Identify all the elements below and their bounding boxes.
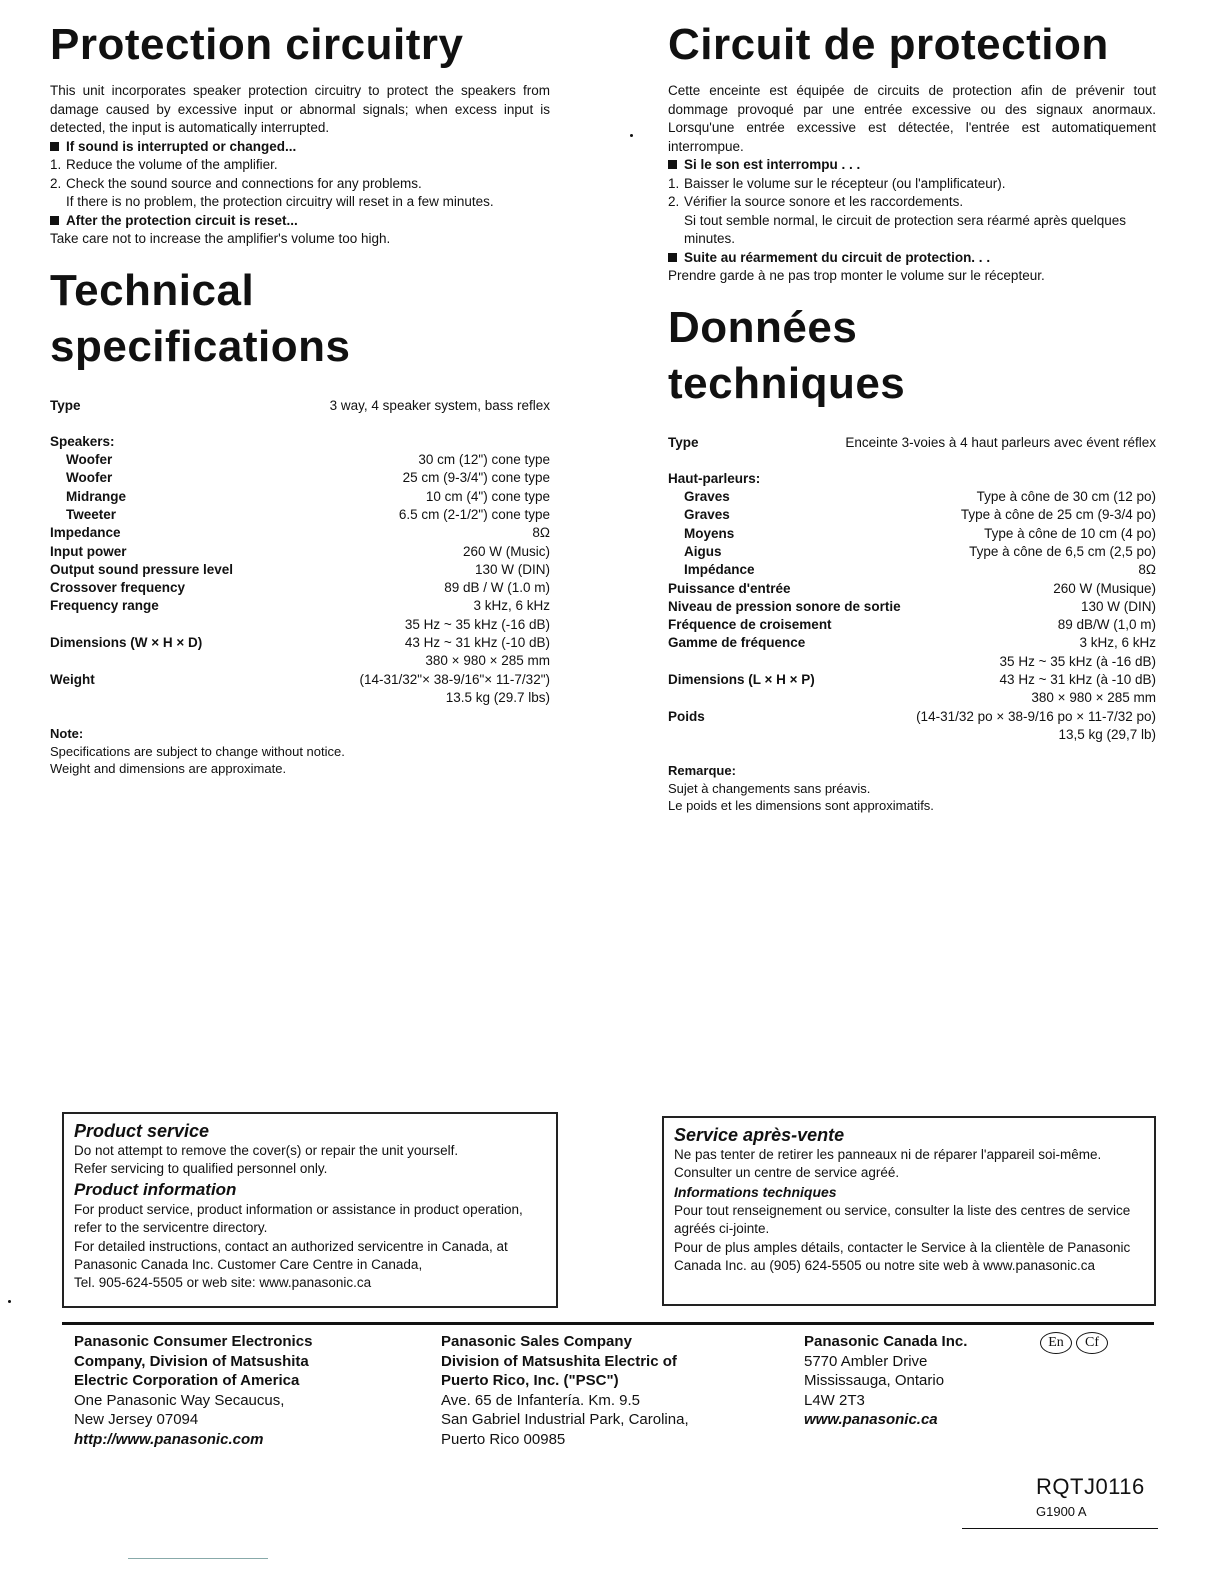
website-link[interactable]: www.panasonic.ca [804, 1411, 938, 1429]
document-number: RQTJ0116 [1036, 1474, 1145, 1499]
spec-row-input: Puissance d'entrée 260 W (Musique) [668, 580, 1156, 596]
speck-dot [630, 134, 633, 137]
spec-row-speakers: Speakers: [50, 433, 115, 449]
website-link[interactable]: http://www.panasonic.com [74, 1430, 264, 1448]
language-badge-fr: Cf [1076, 1332, 1108, 1354]
spec-row-frequency-cont: 35 Hz ~ 35 kHz (-16 dB) [404, 616, 550, 632]
spec-row-woofer: Graves Type à cône de 30 cm (12 po) [684, 489, 1156, 505]
spec-row-output: Output sound pressure level 130 W (DIN) [50, 561, 550, 577]
subhead-after-reset-fr: Suite au réarmement du circuit de protection. . . [668, 249, 1156, 268]
spec-row-woofer: Woofer 30 cm (12") cone type [66, 452, 550, 468]
after-reset-text: Take care not to increase the amplifier's volume too high. [50, 231, 391, 246]
step-item: 2. Check the sound source and connections for any problems. If there is no problem, the protection circuitry will reset in a few minutes. [50, 175, 494, 209]
product-information-heading: Product information [74, 1179, 237, 1199]
spec-note-fr: Remarque: Sujet à changements sans préavis. Le poids et les dimensions sont approximatifs. [668, 763, 934, 814]
spec-row-weight-cont: 13.5 kg (29.7 lbs) [445, 689, 550, 705]
spec-table [50, 397, 550, 708]
spec-row-dimensions-cont: 380 × 980 × 285 mm [425, 653, 550, 669]
spec-row-midrange: Midrange 10 cm (4") cone type [66, 488, 550, 504]
step-item: 1. Baisser le volume sur le récepteur (ou l'amplificateur). [668, 175, 1006, 191]
spec-row-crossover: Crossover frequency 89 dB / W (1.0 m) [50, 580, 550, 596]
address-canada: Panasonic Canada Inc. 5770 Ambler Drive Mississauga, Ontario L4W 2T3 www.panasonic.ca [804, 1332, 1034, 1430]
english-column [50, 18, 550, 778]
tech-spec-title-fr: Données techniques [668, 302, 906, 408]
subhead-sound-interrupted: If sound is interrupted or changed... [50, 138, 550, 157]
spec-row-output: Niveau de pression sonore de sortie 130 W (DIN) [668, 598, 1156, 614]
step-item: 2. Vérifier la source sonore et les raccordements. Si tout semble normal, le circuit de protection sera réarmé après quelques minutes. [668, 194, 1126, 246]
spec-row-speakers: Haut-parleurs: [668, 470, 761, 486]
french-column [668, 18, 1156, 815]
product-service-box: Product service Do not attempt to remove the cover(s) or repair the unit yourself. Refer servicing to qualified personnel only. Product information For product service, product information or assistance in product operation, refer to the servicentre directory. For detailed instructions, contact an authorized servicentre in Canada, at Panasonic Canada Inc. Customer Care Centre in Canada, Tel. 905-624-5505 or web site: www.panasonic.ca [62, 1112, 558, 1308]
spec-row-crossover: Fréquence de croisement 89 dB/W (1,0 m) [668, 617, 1156, 633]
speck-dot [8, 1300, 11, 1303]
spec-row-type: Type 3 way, 4 speaker system, bass reflex [50, 397, 550, 413]
bullet-square-icon [50, 216, 59, 225]
address-puerto-rico: Panasonic Sales Company Division of Matsushita Electric of Puerto Rico, Inc. ("PSC") Ave. 65 de Infantería. Km. 9.5 San Gabriel Industrial Park, Carolina, Puerto Rico 00985 [441, 1333, 689, 1448]
bullet-square-icon [668, 253, 677, 262]
document-subcode: G1900 A [1036, 1504, 1087, 1519]
spec-row-input: Input power 260 W (Music) [50, 543, 550, 559]
protection-intro-fr: Cette enceinte est équipée de circuits de protection afin de prévenir tout dommage provoqué par une entrée excessive ou des signaux anormaux. Lorsqu'une entrée excessive est détectée, l'entrée est automatiquement interrompue. [668, 83, 1156, 154]
spec-note: Note: Specifications are subject to change without notice. Weight and dimensions are approximate. [50, 726, 345, 777]
spec-row-frequency: Gamme de fréquence 3 kHz, 6 kHz [668, 635, 1156, 651]
spec-row-frequency: Frequency range 3 kHz, 6 kHz [50, 598, 550, 614]
subhead-after-reset: After the protection circuit is reset... [50, 212, 550, 231]
protection-section-fr [668, 82, 1156, 286]
footer-divider [62, 1322, 1154, 1325]
spec-row-midrange: Moyens Type à cône de 10 cm (4 po) [684, 525, 1156, 541]
subhead-sound-interrupted-fr: Si le son est interrompu . . . [668, 156, 1156, 175]
service-apres-vente-box: Service après-vente Ne pas tenter de retirer les panneaux ni de réparer l'appareil soi-même. Consulter un centre de service agréé. Informations techniques Pour tout renseignement ou service, consulter la liste des centres de service agréés ci-jointe. Pour de plus amples détails, contacter le Service à la clientèle de Panasonic Canada Inc. au (905) 624-5505 ou notre site web à www.panasonic.ca [662, 1116, 1156, 1306]
spec-row-dimensions: Dimensions (W × H × D) 43 Hz ~ 31 kHz (-10 dB) [50, 635, 550, 651]
spec-row-dimensions-cont: 380 × 980 × 285 mm [1031, 690, 1156, 706]
protection-title: Protection circuitry [50, 20, 464, 69]
spec-row-woofer: Woofer 25 cm (9-3/4") cone type [66, 470, 550, 486]
language-badges [1040, 1332, 1108, 1354]
step-item: 1. Reduce the volume of the amplifier. [50, 157, 278, 172]
spec-row-tweeter: Tweeter 6.5 cm (2-1/2") cone type [66, 506, 550, 522]
bullet-square-icon [50, 142, 59, 151]
spec-table-fr [668, 434, 1156, 745]
after-reset-text-fr: Prendre garde à ne pas trop monter le volume sur le récepteur. [668, 268, 1045, 283]
spec-row-tweeter: Aigus Type à cône de 6,5 cm (2,5 po) [684, 543, 1156, 559]
tech-spec-title: Technical specifications [50, 265, 351, 371]
bottom-rule [128, 1558, 268, 1559]
protection-section [50, 82, 550, 249]
footer-rule [962, 1528, 1158, 1529]
spec-row-impedance: Impedance 8Ω [50, 525, 550, 541]
spec-row-woofer: Graves Type à cône de 25 cm (9-3/4 po) [684, 507, 1156, 523]
spec-row-weight-cont: 13,5 kg (29,7 lb) [1058, 726, 1156, 742]
service-apres-vente-heading: Service après-vente [674, 1125, 845, 1145]
informations-techniques-heading: Informations techniques [674, 1183, 837, 1200]
address-usa: Panasonic Consumer Electronics Company, Division of Matsushita Electric Corporation of America One Panasonic Way Secaucus, New Jersey 07094 http://www.panasonic.com [74, 1332, 404, 1450]
spec-row-weight: Weight (14-31/32"× 38-9/16"× 11-7/32") [50, 671, 550, 687]
spec-row-weight: Poids (14-31/32 po × 38-9/16 po × 11-7/32 po) [668, 708, 1156, 724]
language-badge-en: En [1040, 1332, 1072, 1354]
product-service-heading: Product service [74, 1121, 210, 1141]
bullet-square-icon [668, 160, 677, 169]
spec-row-frequency-cont: 35 Hz ~ 35 kHz (à -16 dB) [999, 653, 1156, 669]
protection-title-fr: Circuit de protection [668, 20, 1109, 69]
spec-row-dimensions: Dimensions (L × H × P) 43 Hz ~ 31 kHz (à -10 dB) [668, 672, 1156, 688]
spec-row-type: Type Enceinte 3-voies à 4 haut parleurs avec évent réflex [668, 434, 1156, 450]
protection-intro: This unit incorporates speaker protection circuitry to protect the speakers from damage caused by excessive input or abnormal signals; when excess input is detected, the input is automatically interrupted. [50, 83, 550, 135]
spec-row-impedance: Impédance 8Ω [684, 562, 1156, 578]
